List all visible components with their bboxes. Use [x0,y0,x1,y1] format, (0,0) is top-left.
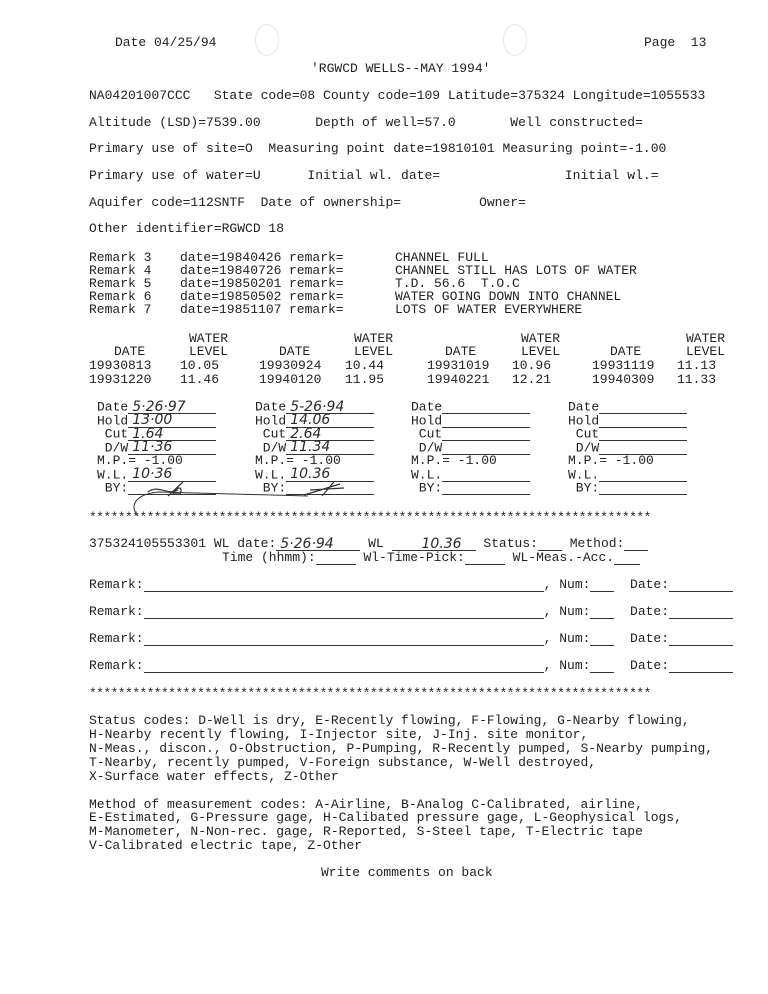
legend-line: E-Estimated, G-Pressure gage, H-Calibated pressure gage, L-Geophysical logs, [89,810,682,825]
site-info-line-3: Primary use of site=O Measuring point date=19810101 Measuring point=-1.00 [89,141,667,156]
remark-date: date=19850201 [180,276,282,291]
num-label: , Num: [543,604,591,619]
col-header-date: DATE [445,344,477,359]
col-header-water: WATER [354,331,394,346]
date-label: Date: [630,631,670,646]
remark-date: date=19840426 [180,250,282,265]
date-field[interactable]: 5-26·94 [286,400,374,414]
legend-line: T-Nearby, recently pumped, V-Foreign substance, W-Well destroyed, [89,755,597,770]
legend-line: Status codes: D-Well is dry, E-Recently flowing, F-Flowing, G-Nearby flowing, [89,713,690,728]
measurement-block-3 [411,400,561,495]
remark-label: Remark 5 [89,276,152,291]
num-field[interactable] [590,578,614,592]
cut-label: Cut [568,426,600,442]
site-info-line-6: Other identifier=RGWCD 18 [89,221,285,236]
remark-key: remark= [289,263,344,278]
remark-entry-row [89,578,733,592]
wl-meas-acc-field[interactable] [614,551,640,565]
col-header-level: LEVEL [686,344,726,359]
wl-label: W.L. [97,467,129,482]
mp-value: M.P.= -1.00 [97,453,183,468]
cell-level: 12.21 [512,372,552,387]
cell-level: 11.33 [677,372,717,387]
wl-date-label: WL date: [213,536,277,551]
cell-level: 11.13 [677,358,717,373]
dw-field[interactable]: 11·36 [128,441,216,455]
hold-field[interactable] [599,414,687,428]
remark-entry-field[interactable] [144,632,544,646]
num-field[interactable] [590,632,614,646]
remark-entry-row [89,659,733,673]
cut-field[interactable] [442,427,530,441]
cell-date: 19931220 [89,372,152,387]
col-header-date: DATE [114,344,146,359]
remark-date: date=19850502 [180,289,282,304]
hold-field[interactable] [442,414,530,428]
remark-entry-label: Remark: [89,604,144,619]
cell-date: 19930813 [89,358,152,373]
hold-label: Hold [568,413,600,428]
site-info-line-5: Aquifer code=112SNTF Date of ownership= Owner= [89,195,526,210]
separator-stars: ****************************************************************************** [89,510,651,525]
num-field[interactable] [590,659,614,673]
site-info-line-2: Altitude (LSD)=7539.00 Depth of well=57.0 Well constructed= [89,115,643,130]
dw-label: D/W [568,440,600,455]
remark-entry-label: Remark: [89,577,144,592]
cut-field[interactable]: 2.64 [286,427,374,441]
remark-text: CHANNEL STILL HAS LOTS OF WATER [395,263,637,278]
col-header-water: WATER [521,331,561,346]
cell-level: 10.44 [345,358,385,373]
cut-label: Cut [411,426,443,442]
wl-field[interactable]: 10·36 [128,468,216,482]
legend-line: Method of measurement codes: A-Airline, B-Analog C-Calibrated, airline, [89,797,643,812]
num-label: , Num: [543,631,591,646]
num-label: , Num: [543,658,591,673]
mp-value: M.P.= -1.00 [411,453,497,468]
hold-label: Hold [411,413,443,428]
footer-note: Write comments on back [321,865,493,880]
time-field[interactable] [316,551,356,565]
by-label: BY: [568,480,600,496]
date-field[interactable] [669,578,733,592]
date-label: Date [568,399,600,415]
col-header-water: WATER [686,331,726,346]
remark-entry-row [89,632,733,646]
cell-date: 19931019 [427,358,490,373]
time-label: Time (hhmm): [222,550,316,565]
site-info-line-4: Primary use of water=U Initial wl. date= Initial wl.= [89,168,659,183]
date-label: Date [255,399,287,415]
date-label: Date [97,399,129,415]
legend-line: M-Manometer, N-Non-rec. gage, R-Reported, S-Steel tape, T-Electric tape [89,824,643,839]
by-label: BY: [97,480,129,496]
cell-date: 19940221 [427,372,490,387]
legend-line: N-Meas., discon., O-Obstruction, P-Pumping, R-Recently pumped, S-Nearby pumping, [89,741,714,756]
hold-field[interactable]: 14.06 [286,414,374,428]
cut-label: Cut [255,426,287,442]
dw-label: D/W [411,440,443,455]
remark-date: date=19851107 [180,302,282,317]
wl-entry-line [89,537,648,551]
col-header-date: DATE [279,344,311,359]
wl-field[interactable] [599,468,687,482]
date-label: Date: [630,658,670,673]
col-header-level: LEVEL [521,344,561,359]
wl-date-field[interactable]: 5·26·94 [276,537,360,551]
remark-label: Remark 7 [89,302,152,317]
remark-entry-label: Remark: [89,631,144,646]
legend-line: X-Surface water effects, Z-Other [89,769,339,784]
dw-label: D/W [255,440,287,455]
cell-level: 11.95 [345,372,385,387]
wl-label: W.L. [411,467,443,482]
wl-time-pick-field[interactable] [465,551,505,565]
cell-level: 10.96 [512,358,552,373]
remark-entry-field[interactable] [144,605,544,619]
remark-entry-field[interactable] [144,578,544,592]
remark-label: Remark 6 [89,289,152,304]
cut-label: Cut [97,426,129,442]
wl-label: WL [368,536,384,551]
site-info-line-1: NA04201007CCC State code=08 County code=109 Latitude=375324 Longitude=1055533 [89,88,706,103]
cut-field[interactable] [599,427,687,441]
remark-date: date=19840726 [180,263,282,278]
hold-label: Hold [97,413,129,428]
hole-punch-mark [503,24,527,56]
legend-line: H-Nearby recently flowing, I-Injector site, J-Inj. site monitor, [89,727,589,742]
remark-key: remark= [289,289,344,304]
mp-value: M.P.= -1.00 [568,453,654,468]
dw-field[interactable]: 11.34 [286,441,374,455]
col-header-level: LEVEL [354,344,394,359]
cell-date: 19931119 [592,358,655,373]
date-field[interactable] [669,632,733,646]
date-field[interactable] [599,400,687,414]
num-label: , Num: [543,577,591,592]
status-field[interactable] [538,537,562,551]
remark-entry-field[interactable] [144,659,544,673]
dw-label: D/W [97,440,129,455]
measurement-block-4 [568,400,718,495]
wl-field[interactable]: 10.36 [286,468,374,482]
wl-label: W.L. [255,467,287,482]
by-label: BY: [255,480,287,496]
hold-label: Hold [255,413,287,428]
date-field[interactable] [669,659,733,673]
page-number: Page 13 [644,35,707,50]
status-label: Status: [483,536,538,551]
mp-value: M.P.= -1.00 [255,453,341,468]
wl-time-pick-label: Wl-Time-Pick: [363,550,465,565]
remark-key: remark= [289,250,344,265]
wl-label: W.L. [568,467,600,482]
remark-text: CHANNEL FULL [395,250,489,265]
date-label: Date: [630,577,670,592]
cell-date: 19940120 [259,372,322,387]
cell-date: 19930924 [259,358,322,373]
remark-entry-label: Remark: [89,658,144,673]
cell-level: 10.05 [180,358,220,373]
col-header-water: WATER [189,331,229,346]
remark-key: remark= [289,302,344,317]
cut-field[interactable]: 1.64 [128,427,216,441]
by-field[interactable] [442,481,530,495]
date-field[interactable] [669,605,733,619]
remark-entry-row [89,605,733,619]
wl-field[interactable] [442,468,530,482]
date-label: Date: [630,604,670,619]
col-header-level: LEVEL [189,344,229,359]
remark-key: remark= [289,276,344,291]
separator-stars: ****************************************************************************** [89,686,651,701]
date-field[interactable]: 5·26·97 [128,400,216,414]
legend-line: V-Calibrated electric tape, Z-Other [89,838,363,853]
date-label: Date [411,399,443,415]
wl-value-field[interactable]: 10.36 [392,537,476,551]
by-label: BY: [411,480,443,496]
method-field[interactable] [624,537,648,551]
col-header-date: DATE [610,344,642,359]
time-entry-line [222,551,640,565]
hole-punch-mark [255,24,279,56]
method-label: Method: [569,536,625,551]
remark-label: Remark 3 [89,250,152,265]
report-title: 'RGWCD WELLS--MAY 1994' [311,61,491,76]
cell-level: 11.46 [180,372,220,387]
cell-date: 19940309 [592,372,655,387]
site-id: 375324105553301 [89,536,207,551]
by-field[interactable] [599,481,687,495]
remark-label: Remark 4 [89,263,152,278]
remark-text: WATER GOING DOWN INTO CHANNEL [395,289,622,304]
date-field[interactable] [442,400,530,414]
report-date: Date 04/25/94 [115,35,217,50]
remark-text: LOTS OF WATER EVERYWHERE [395,302,583,317]
wl-meas-acc-label: WL-Meas.-Acc. [512,550,615,565]
remark-text: T.D. 56.6 T.O.C [395,276,520,291]
num-field[interactable] [590,605,614,619]
hold-field[interactable]: 13·00 [128,414,216,428]
